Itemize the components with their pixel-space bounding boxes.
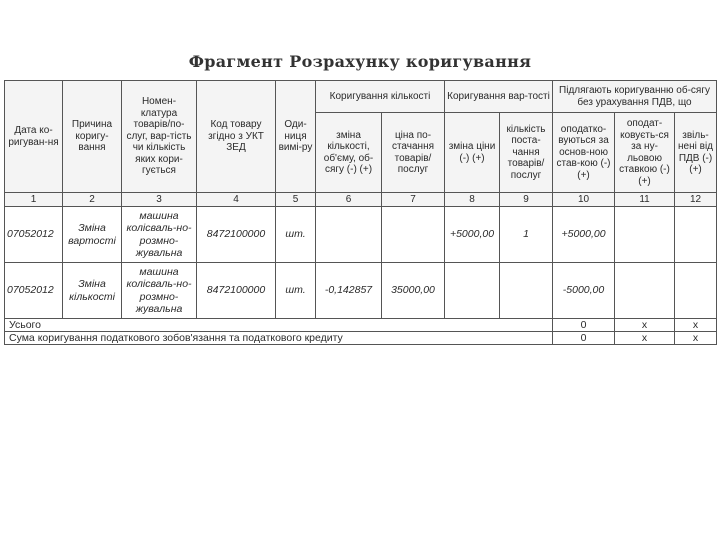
table-row (5, 207, 717, 263)
header-exempt: звіль-нені від ПДВ (-) (+) (675, 113, 717, 193)
header-cost-group: Коригування вар-тості (445, 81, 553, 113)
header-qty-change: зміна кількості, об'єму, об-сягу (-) (+) (316, 113, 382, 193)
cell-exempt (675, 207, 717, 263)
cell-date: 07052012 (5, 263, 63, 319)
header-vat-group: Підлягають коригуванню об-сягу без урахування ПДВ, що (553, 81, 717, 113)
column-number: 6 (316, 193, 382, 207)
cell-qty-change: -0,142857 (316, 263, 382, 319)
header-zero-rate: оподат-ковуєть-ся за ну-льовою ставкою (-) (+) (615, 113, 675, 193)
cell-unit: шт. (276, 207, 316, 263)
header-unit: Оди-ниця вимі-ру (276, 81, 316, 193)
column-number: 1 (5, 193, 63, 207)
total-label: Усього (5, 319, 553, 332)
column-number: 3 (122, 193, 197, 207)
header-quantity-group: Коригування кількості (316, 81, 445, 113)
cell-supply-qty: 1 (500, 207, 553, 263)
header-price-change: зміна ціни (-) (+) (445, 113, 500, 193)
cell-basic-rate: -5000,00 (553, 263, 615, 319)
column-number: 11 (615, 193, 675, 207)
total-zero-rate: x (615, 319, 675, 332)
cell-goods: машина колісваль-но-розмно-жувальна (122, 263, 197, 319)
total-exempt: x (675, 319, 717, 332)
header-date: Дата ко-ригуван-ня (5, 81, 63, 193)
column-number: 5 (276, 193, 316, 207)
column-number: 9 (500, 193, 553, 207)
adjustment-sum-zero-rate: x (615, 332, 675, 345)
cell-reason: Зміна кількості (63, 263, 122, 319)
header-goods: Номен-клатура товарів/по-слуг, вар-тість чи кількість яких кори-гується (122, 81, 197, 193)
column-number: 2 (63, 193, 122, 207)
cell-supply-price: 35000,00 (382, 263, 445, 319)
adjustment-sum-label: Сума коригування податкового зобов'язання та податкового кредиту (5, 332, 553, 345)
cell-qty-change (316, 207, 382, 263)
cell-supply-price (382, 207, 445, 263)
adjustment-sum-basic-rate: 0 (553, 332, 615, 345)
total-basic-rate: 0 (553, 319, 615, 332)
cell-zero-rate (615, 263, 675, 319)
header-code: Код товару згідно з УКТ ЗЕД (197, 81, 276, 193)
column-number-row (5, 193, 717, 207)
adjustment-sum-exempt: x (675, 332, 717, 345)
cell-code: 8472100000 (197, 207, 276, 263)
column-number: 4 (197, 193, 276, 207)
page-title: Фрагмент Розрахунку коригування (188, 52, 532, 71)
adjustment-sum-row (5, 332, 717, 345)
table-row (5, 263, 717, 319)
cell-supply-qty (500, 263, 553, 319)
cell-date: 07052012 (5, 207, 63, 263)
header-supply-price: ціна по-стачання товарів/ послуг (382, 113, 445, 193)
cell-zero-rate (615, 207, 675, 263)
cell-unit: шт. (276, 263, 316, 319)
header-supply-qty: кількість поста-чання товарів/ послуг (500, 113, 553, 193)
cell-basic-rate: +5000,00 (553, 207, 615, 263)
column-number: 8 (445, 193, 500, 207)
cell-price-change (445, 263, 500, 319)
column-number: 12 (675, 193, 717, 207)
column-number: 7 (382, 193, 445, 207)
cell-goods: машина колісваль-но-розмно-жувальна (122, 207, 197, 263)
cell-exempt (675, 263, 717, 319)
adjustment-calculation-table (4, 80, 717, 345)
cell-price-change: +5000,00 (445, 207, 500, 263)
cell-code: 8472100000 (197, 263, 276, 319)
cell-reason: Зміна вартості (63, 207, 122, 263)
header-basic-rate: оподатко-вуються за основ-ною став-кою (-) (+) (553, 113, 615, 193)
total-row (5, 319, 717, 332)
column-number: 10 (553, 193, 615, 207)
header-reason: Причина коригу-вання (63, 81, 122, 193)
